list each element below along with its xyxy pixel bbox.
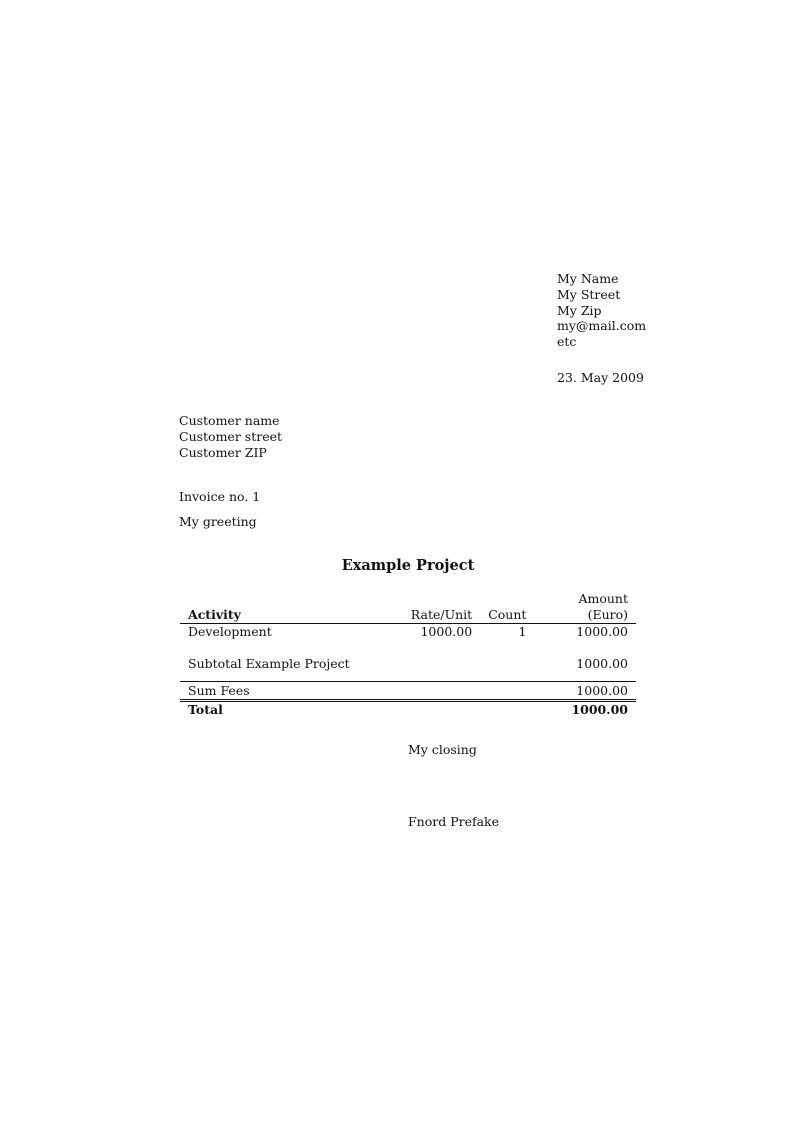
cell-amount: 1000.00: [576, 624, 628, 639]
column-header-count: Count: [480, 591, 534, 624]
sender-email: my@mail.com: [557, 318, 647, 334]
sender-name: My Name: [557, 271, 619, 286]
subtotal-amount: 1000.00: [576, 656, 628, 671]
column-header-activity: Activity: [180, 591, 390, 624]
recipient-zip: Customer ZIP: [179, 445, 267, 460]
spacer-row: [180, 640, 636, 656]
column-header-rate: Rate/Unit: [390, 591, 480, 624]
total-row: [180, 701, 636, 719]
closing: My closing: [408, 742, 477, 757]
sum-fees-amount: 1000.00: [534, 682, 636, 701]
greeting: My greeting: [179, 514, 257, 529]
table-header-row: [180, 591, 636, 624]
project-title: Example Project: [341, 557, 475, 574]
recipient-name: Customer name: [179, 413, 280, 428]
sender-address: [557, 271, 646, 350]
cell-count: 1: [518, 624, 527, 639]
letter-date: 23. May 2009: [557, 370, 644, 385]
subtotal-separator: [180, 672, 636, 682]
table-row: [180, 624, 636, 641]
signature-name: Fnord Prefake: [408, 814, 500, 829]
sum-fees-row: [180, 682, 636, 701]
sender-extra: etc: [557, 334, 577, 350]
subtotal-label: Subtotal Example Project: [188, 656, 350, 671]
total-label: Total: [188, 702, 223, 717]
cell-rate: 1000.00: [420, 624, 473, 639]
sum-fees-label: Sum Fees: [180, 682, 390, 701]
total-amount: 1000.00: [571, 702, 628, 717]
cell-activity: Development: [188, 624, 272, 639]
recipient-address: [179, 413, 282, 461]
invoice-number: Invoice no. 1: [179, 489, 261, 504]
column-header-amount: Amount (Euro): [534, 591, 636, 624]
subtotal-row: [180, 656, 636, 672]
sender-zip: My Zip: [557, 302, 602, 318]
recipient-street: Customer street: [179, 429, 283, 444]
invoice-table: [180, 591, 636, 718]
sender-street: My Street: [557, 286, 621, 302]
